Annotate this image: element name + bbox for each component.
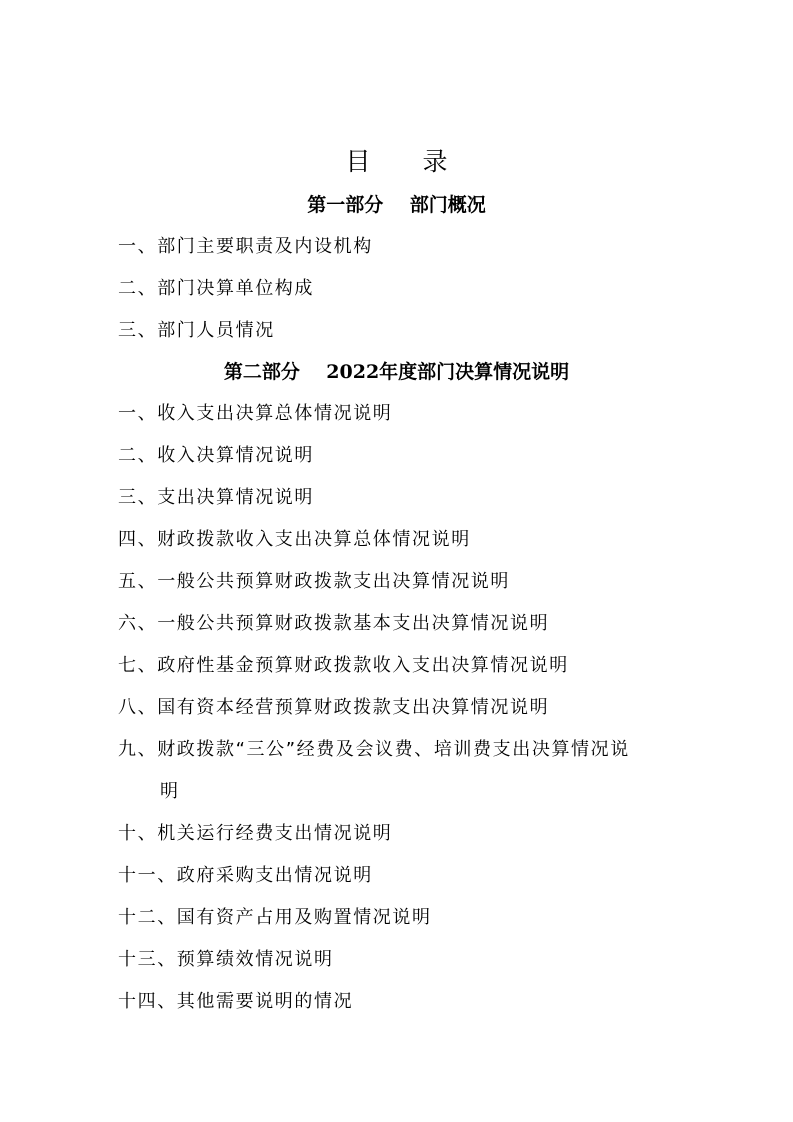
part2-item-2: 二、收入决算情况说明 <box>118 445 314 466</box>
part2-item-6: 六、一般公共预算财政拨款基本支出决算情况说明 <box>118 613 550 634</box>
part2-item-9-continuation: 明 <box>160 781 180 802</box>
part2-item-7: 七、政府性基金预算财政拨款收入支出决算情况说明 <box>118 655 569 676</box>
part1-item-3: 三、部门人员情况 <box>118 320 275 341</box>
part2-heading: 第二部分 2022年度部门决算情况说明 <box>223 361 570 383</box>
part2-item-3: 三、支出决算情况说明 <box>118 487 314 508</box>
part2-item-5: 五、一般公共预算财政拨款支出决算情况说明 <box>118 571 510 592</box>
part2-item-9: 九、财政拨款“三公”经费及会议费、培训费支出决算情况说 <box>118 739 630 760</box>
part2-item-4: 四、财政拨款收入支出决算总体情况说明 <box>118 529 471 550</box>
part2-item-1: 一、收入支出决算总体情况说明 <box>118 403 393 424</box>
part2-item-12: 十二、国有资产占用及购置情况说明 <box>118 907 432 928</box>
part1-heading: 第一部分 部门概况 <box>307 194 486 216</box>
part1-item-2: 二、部门决算单位构成 <box>118 278 314 299</box>
toc-title: 目 录 <box>345 147 470 176</box>
part2-item-14: 十四、其他需要说明的情况 <box>118 991 354 1012</box>
part2-item-11: 十一、政府采购支出情况说明 <box>118 865 373 886</box>
part1-item-1: 一、部门主要职责及内设机构 <box>118 236 373 257</box>
part2-item-10: 十、机关运行经费支出情况说明 <box>118 823 393 844</box>
part2-item-13: 十三、预算绩效情况说明 <box>118 949 334 970</box>
part2-item-8: 八、国有资本经营预算财政拨款支出决算情况说明 <box>118 697 550 718</box>
